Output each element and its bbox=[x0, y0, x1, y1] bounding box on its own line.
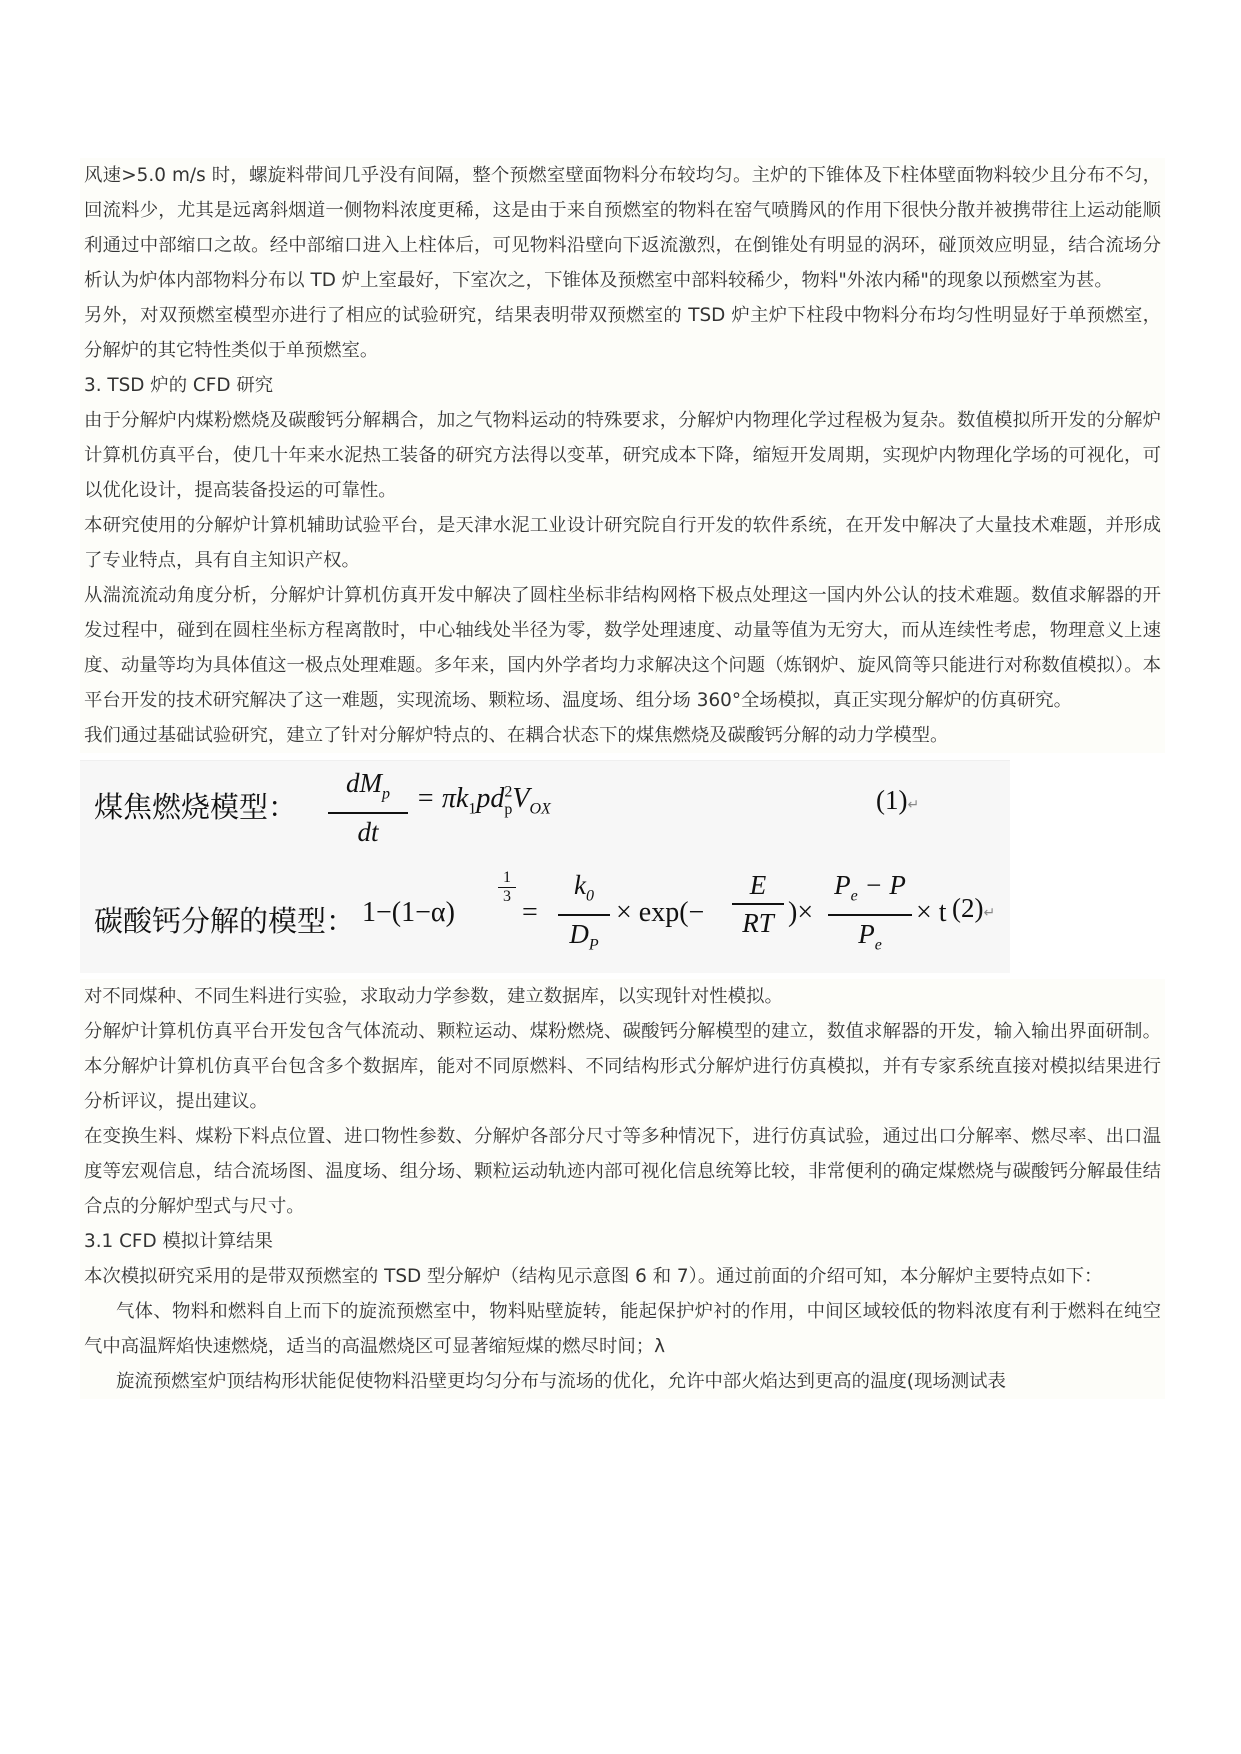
formula2-exp: × exp(− bbox=[616, 897, 705, 928]
formula2-exponent: 1 3 bbox=[498, 869, 516, 906]
formula2-p-fraction: $P_e - P$ $P_e$ bbox=[828, 869, 912, 962]
formula2-number: (2)↵ bbox=[952, 893, 996, 923]
paragraph-turbulence-analysis: 从湍流流动角度分析，分解炉计算机仿真开发中解决了圆柱坐标非结构网格下极点处理这一国内外公认的技术难题。数值求解器的开发过程中，碰到在圆柱坐标方程离散时，中心轴线处半径为零，数学处理速度、动量等值为无穷大，而从连续性考虑，物理意义上速度、动量等均为具体值这一极点处理难题。多年来，国内外学者均力求解决这个问题（炼钢炉、旋风筒等只能进行对称数值模拟）。本平台开发的技术研究解决了这一难题，实现流场、颗粒场、温度场、组分场 360°全场模拟，真正实现分解炉的仿真研究。 bbox=[80, 578, 1165, 718]
formula1-lhs-den: dt bbox=[357, 817, 379, 848]
paragraph-material-distribution: 风速>5.0 m/s 时，螺旋料带间几乎没有间隔，整个预燃室壁面物料分布较均匀。主炉的下锥体及下柱体壁面物料较少且分布不匀，回流料少，尤其是远离斜烟道一侧物料浓度更稀，这是由于来自预燃室的物料在窑气喷腾风的作用下很快分散并被携带往上运动能顺利通过中部缩口之故。经中部缩口进入上柱体后，可见物料沿壁向下返流激烈，在倒锥处有明显的涡环，碰顶效应明显，结合流场分析认为炉体内部物料分布以 TD 炉上室最好，下室次之，下锥体及预燃室中部料较稀少，物料"外浓内稀"的现象以预燃室为甚。 bbox=[80, 158, 1165, 298]
paragraph-coal-species: 对不同煤种、不同生料进行实验，求取动力学参数，建立数据库，以实现针对性模拟。 bbox=[80, 979, 1165, 1014]
section-heading-3-1: 3.1 CFD 模拟计算结果 bbox=[80, 1224, 1165, 1259]
formula2-e-fraction: E RT bbox=[732, 869, 784, 939]
formula1-rhs: = $\pi k_1pd^2_pV_{OX}$ bbox=[416, 783, 551, 818]
formula2-lhs: 1−(1−α) bbox=[362, 897, 455, 928]
paragraph-dual-precombustor: 另外，对双预燃室模型亦进行了相应的试验研究，结果表明带双预燃室的 TSD 炉主炉下柱段中物料分布均匀性明显好于单预燃室，分解炉的其它特性类似于单预燃室。 bbox=[80, 298, 1165, 368]
formula2-equals: = bbox=[522, 897, 538, 928]
formula1-label: 煤焦燃烧模型： bbox=[94, 790, 298, 824]
formula2-close: )× bbox=[788, 897, 814, 928]
formula1-lhs-num: dM bbox=[346, 768, 382, 798]
paragraph-feature-2: 旋流预燃室炉顶结构形状能促使物料沿壁更均匀分布与流场的优化，允许中部火焰达到更高的温度(现场测试表 bbox=[80, 1364, 1165, 1399]
paragraph-simulation-platform: 由于分解炉内煤粉燃烧及碳酸钙分解耦合，加之气物料运动的特殊要求，分解炉内物理化学过程极为复杂。数值模拟所开发的分解炉计算机仿真平台，使几十年来水泥热工装备的研究方法得以变革，研究成本下降，缩短开发周期，实现炉内物理化学场的可视化，可以优化设计，提高装备投运的可靠性。 bbox=[80, 403, 1165, 508]
paragraph-simulation-tests: 在变换生料、煤粉下料点位置、进口物性参数、分解炉各部分尺寸等多种情况下，进行仿真试验，通过出口分解率、燃尽率、出口温度等宏观信息，结合流场图、温度场、组分场、颗粒运动轨迹内部可视化信息统筹比较，非常便利的确定煤燃烧与碳酸钙分解最佳结合点的分解炉型式与尺寸。 bbox=[80, 1119, 1165, 1224]
section-heading-3: 3. TSD 炉的 CFD 研究 bbox=[80, 368, 1165, 403]
formula2-tail: × t bbox=[916, 897, 947, 928]
paragraph-feature-1: 气体、物料和燃料自上而下的旋流预燃室中，物料贴壁旋转，能起保护炉衬的作用，中间区域较低的物料浓度有利于燃料在纯空气中高温辉焰快速燃烧，适当的高温燃烧区可显著缩短煤的燃尽时间；λ bbox=[80, 1294, 1165, 1364]
formula2-label: 碳酸钙分解的模型： bbox=[94, 904, 356, 938]
formula-image bbox=[80, 760, 1010, 973]
paragraph-kinetic-model: 我们通过基础试验研究，建立了针对分解炉特点的、在耦合状态下的煤焦燃烧及碳酸钙分解的动力学模型。 bbox=[80, 718, 1165, 753]
paragraph-platform-development: 分解炉计算机仿真平台开发包含气体流动、颗粒运动、煤粉燃烧、碳酸钙分解模型的建立，数值求解器的开发，输入输出界面研制。本分解炉计算机仿真平台包含多个数据库，能对不同原燃料、不同结构形式分解炉进行仿真模拟，并有专家系统直接对模拟结果进行分析评议，提出建议。 bbox=[80, 1014, 1165, 1119]
formula1-number: (1)↵ bbox=[876, 785, 920, 815]
document-body bbox=[80, 158, 1165, 1399]
paragraph-software-system: 本研究使用的分解炉计算机辅助试验平台，是天津水泥工业设计研究院自行开发的软件系统，在开发中解决了大量技术难题，并形成了专业特点，具有自主知识产权。 bbox=[80, 508, 1165, 578]
formula1-lhs-fraction bbox=[328, 767, 408, 848]
formula2-k-fraction: $k_0$ $D_P$ bbox=[558, 869, 610, 962]
paragraph-tsd-features: 本次模拟研究采用的是带双预燃室的 TSD 型分解炉（结构见示意图 6 和 7）。通过前面的介绍可知，本分解炉主要特点如下： bbox=[80, 1259, 1165, 1294]
formula1-lhs-num-sub: p bbox=[382, 785, 390, 803]
